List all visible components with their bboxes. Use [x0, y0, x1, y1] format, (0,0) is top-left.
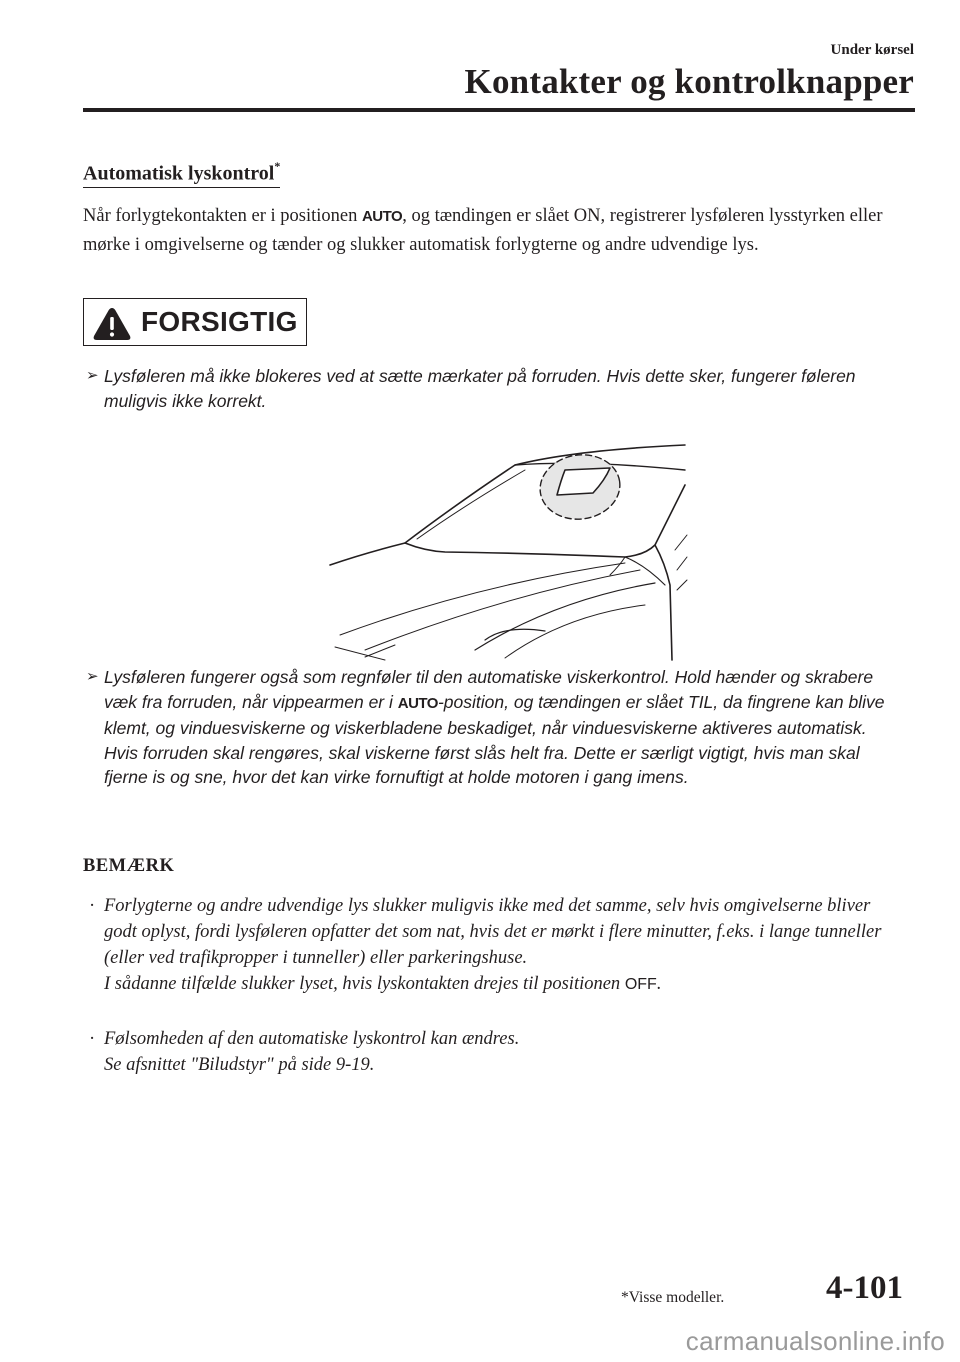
footnote-marker: * — [274, 159, 281, 173]
watermark: carmanualsonline.info — [685, 1326, 945, 1356]
running-header-title: Kontakter og kontrolknapper — [464, 62, 914, 101]
auto-position-label: AUTO — [361, 208, 403, 225]
header-rule — [83, 108, 915, 112]
intro-paragraph: Når forlygtekontakten er i positionen AUTO, og tændingen er slået ON, registrerer lysføleren lysstyrken eller mørke i omgivelserne og tænder og slukker automatisk forlygterne og andre udvendige lys. — [83, 206, 883, 255]
warning-triangle-icon — [92, 306, 132, 342]
footnote: *Visse modeller. — [621, 1289, 725, 1306]
arrow-bullet-icon: ➢ — [86, 367, 99, 384]
note-item: · Forlygterne og andre udvendige lys slukker muligvis ikke med det samme, selv hvis omgivelserne bliver godt oplyst, fordi lysføleren opfatter det som nat, hvis det er mørkt i flere minutter, f.eks. i lange tunneller (eller ved trafikpropper i tunneller) eller parkeringshuse. I sådanne tilfælde slukker lyset, hvis lyskontakten drejes til positionen OFF. — [104, 893, 904, 998]
arrow-bullet-icon: ➢ — [86, 668, 99, 685]
caution-label: FORSIGTIG — [141, 306, 298, 337]
caution-item: ➢ Lysføleren fungerer også som regnføler til den automatiske viskerkontrol. Hold hænder og skrabere væk fra forruden, når vippearmen er i AUTO-position, og tændingen er slået TIL, da fingrene kan blive klemt, og vinduesviskerne og viskerbladene beskadiget, når vinduesviskerne aktiveres automatisk. Hvis forruden skal rengøres, skal viskerne først slås helt fra. Dette er særligt vigtigt, hvis man skal fjerne is og sne, hvor det kan virke fornuftigt at holde motoren i gang imens. — [86, 667, 885, 787]
section-heading — [83, 161, 280, 188]
note-heading: BEMÆRK — [83, 856, 175, 876]
note-item: · Følsomheden af den automatiske lyskontrol kan ændres. Se afsnittet "Biludstyr" på side 9-19. — [104, 1026, 904, 1078]
off-position-label: OFF — [624, 976, 657, 993]
bullet-dot-icon: · — [89, 1029, 96, 1049]
auto-position-label: AUTO — [397, 694, 438, 712]
caution-item: ➢ Lysføleren må ikke blokeres ved at sætte mærkater på forruden. Hvis dette sker, fungerer føleren muligvis ikke korrekt. — [86, 366, 856, 411]
bullet-dot-icon: · — [89, 896, 96, 916]
windshield-sensor-illustration — [325, 435, 690, 665]
running-header-section: Under kørsel — [830, 42, 914, 58]
section-heading-text: Automatisk lyskontrol — [83, 162, 275, 185]
page-number: 4-101 — [826, 1270, 903, 1306]
